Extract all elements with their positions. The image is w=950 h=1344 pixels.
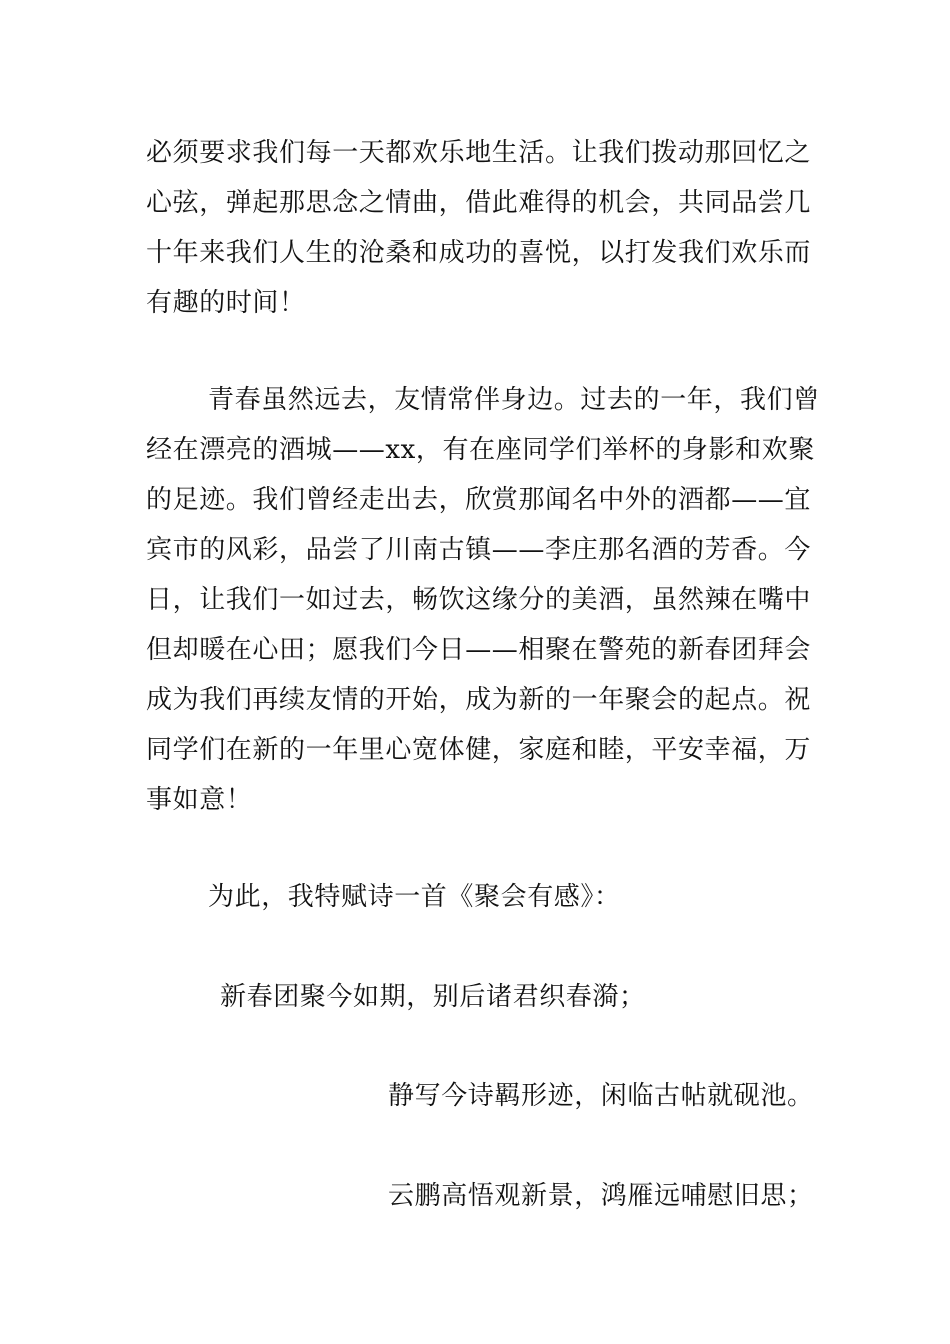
poem-intro: 为此，我特赋诗一首《聚会有感》： [208, 882, 621, 912]
paragraph-2-line: 但却暖在心田；愿我们今日——相聚在警苑的新春团拜会 [146, 635, 812, 665]
paragraph-2-line: 的足迹。我们曾经走出去，欣赏那闻名中外的酒都——宜 [146, 485, 812, 515]
paragraph-1-line: 必须要求我们每一天都欢乐地生活。让我们拨动那回忆之 [146, 138, 812, 168]
paragraph-2-line: 同学们在新的一年里心宽体健，家庭和睦，平安幸福，万 [146, 735, 812, 765]
paragraph-2-line: 宾市的风彩，品尝了川南古镇——李庄那名酒的芳香。今 [146, 535, 812, 565]
paragraph-2-line: 事如意！ [146, 785, 253, 815]
paragraph-2-line: 成为我们再续友情的开始，成为新的一年聚会的起点。祝 [146, 685, 812, 715]
paragraph-2-line: 日，让我们一如过去，畅饮这缘分的美酒，虽然辣在嘴中 [146, 585, 812, 615]
paragraph-2-line: 青春虽然远去，友情常伴身边。过去的一年，我们曾 [208, 385, 820, 415]
paragraph-1-line: 有趣的时间！ [146, 288, 306, 318]
poem-line-1: 新春团聚今如期，别后诸君织春漪； [220, 982, 646, 1012]
paragraph-1-line: 十年来我们人生的沧桑和成功的喜悦，以打发我们欢乐而 [146, 238, 812, 268]
paragraph-1 [146, 128, 812, 328]
paragraph-2 [146, 375, 820, 825]
poem-line-3: 云鹏高悟观新景，鸿雁远哺慰旧思； [388, 1181, 814, 1211]
paragraph-1-line: 心弦，弹起那思念之情曲，借此难得的机会，共同品尝几 [146, 188, 812, 218]
poem-line-2: 静写今诗羁形迹，闲临古帖就砚池。 [388, 1081, 814, 1111]
paragraph-2-line: 经在漂亮的酒城——xx，有在座同学们举杯的身影和欢聚 [146, 435, 815, 465]
